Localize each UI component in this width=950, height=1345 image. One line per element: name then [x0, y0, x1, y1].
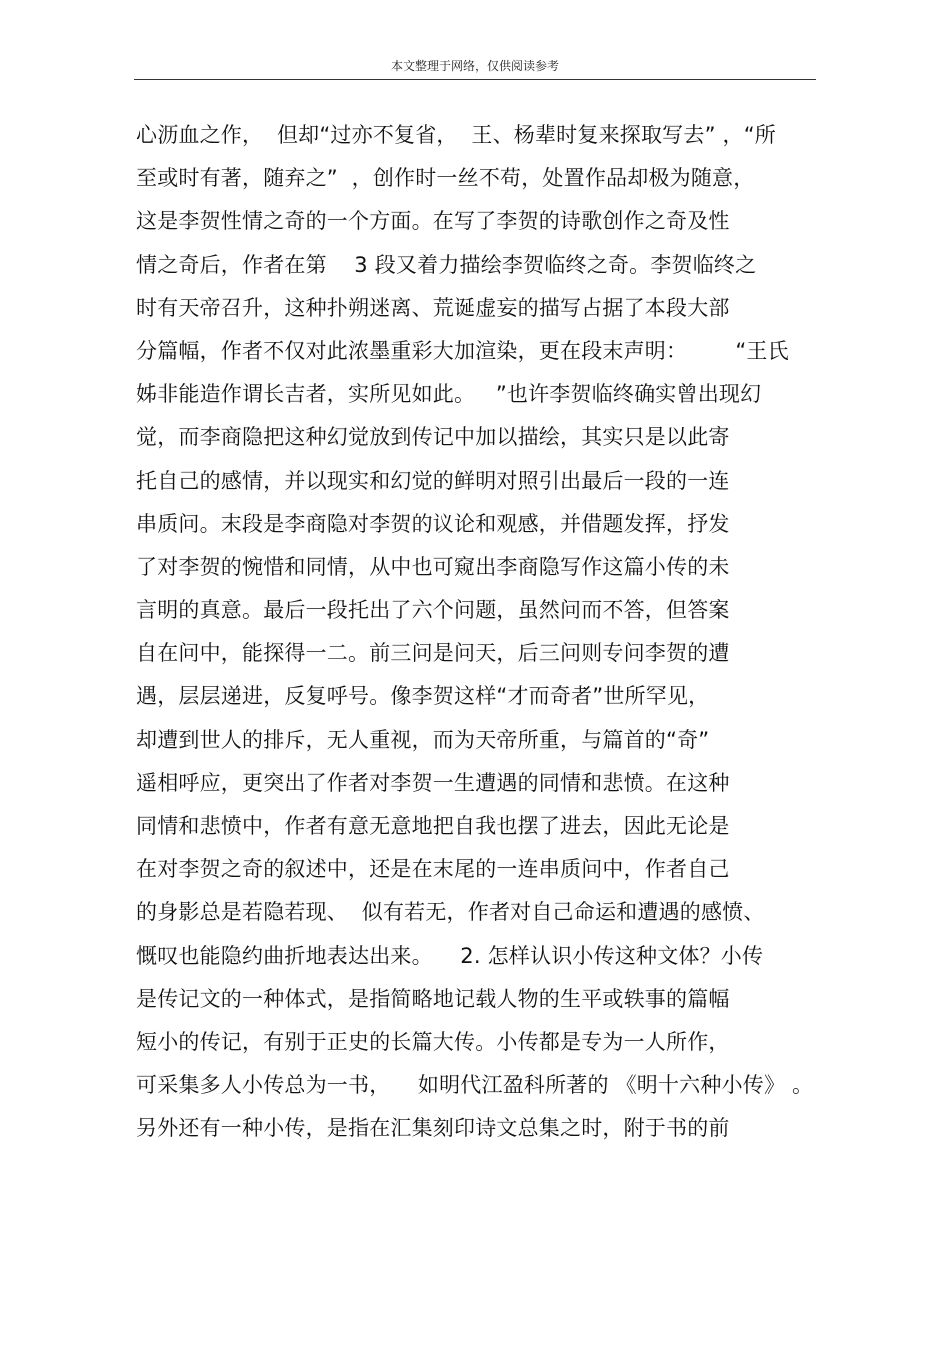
- text-line: 遇，层层递进，反复呼号。像李贺这样“才而奇者”世所罕见，: [136, 684, 710, 709]
- text-line: 却遭到世人的排斥，无人重视，而为天帝所重，与篇首的“奇”: [136, 727, 710, 752]
- text-line: 串质问。末段是李商隐对李贺的议论和观感，并借题发挥，抒发: [136, 511, 730, 536]
- text-line: 言明的真意。最后一段托出了六个问题，虽然问而不答，但答案: [136, 598, 730, 623]
- text-line: 另外还有一种小传，是指在汇集刻印诗文总集之时，附于书的前: [136, 1116, 730, 1141]
- text-line: 慨叹也能隐约曲折地表达出来。 2. 怎样认识小传这种文体？小传: [136, 943, 764, 968]
- text-line: 这是李贺性情之奇的一个方面。在写了李贺的诗歌创作之奇及性: [136, 209, 730, 234]
- text-line: 了对李贺的惋惜和同情，从中也可窥出李商隐写作这篇小传的未: [136, 554, 730, 579]
- header-divider: [134, 79, 816, 80]
- text-line: 的身影总是若隐若现、 似有若无，作者对自己命运和遭遇的感愤、: [136, 900, 765, 925]
- page-header: 本文整理于网络，仅供阅读参考: [390, 59, 559, 73]
- text-line: 姊非能造作谓长吉者，实所见如此。 ”也许李贺临终确实曾出现幻: [136, 382, 762, 407]
- text-line: 短小的传记，有别于正史的长篇大传。小传都是专为一人所作，: [136, 1029, 730, 1054]
- text-line: 是传记文的一种体式，是指简略地记载人物的生平或轶事的篇幅: [136, 986, 730, 1011]
- text-line: 自在问中，能探得一二。前三问是问天，后三问则专问李贺的遭: [136, 641, 730, 666]
- text-line: 遥相呼应，更突出了作者对李贺一生遭遇的同情和悲愤。在这种: [136, 770, 730, 795]
- text-line: 可采集多人小传总为一书， 如明代江盈科所著的 《明十六种小传》 。: [136, 1073, 814, 1098]
- text-line: 在对李贺之奇的叙述中，还是在末尾的一连串质问中，作者自己: [136, 857, 730, 882]
- text-line: 托自己的感情，并以现实和幻觉的鲜明对照引出最后一段的一连: [136, 468, 730, 493]
- text-line: 心沥血之作， 但却“过亦不复省， 王、杨辈时复来探取写去” ，“所: [136, 123, 777, 147]
- text-line: 时有天帝召升，这种扑朔迷离、荒诞虚妄的描写占据了本段大部: [136, 295, 730, 320]
- text-line: 分篇幅，作者不仅对此浓墨重彩大加渲染，更在段末声明： “王氏: [136, 338, 789, 363]
- text-line: 情之奇后，作者在第 3 段又着力描绘李贺临终之奇。李贺临终之: [136, 252, 757, 277]
- text-line: 同情和悲愤中，作者有意无意地把自我也摆了进去，因此无论是: [136, 814, 730, 838]
- text-line: 至或时有著，随弃之” ，创作时一丝不苟，处置作品却极为随意，: [136, 166, 755, 191]
- document-body: [136, 114, 826, 1151]
- text-line: 觉，而李商隐把这种幻觉放到传记中加以描绘，其实只是以此寄: [136, 425, 730, 450]
